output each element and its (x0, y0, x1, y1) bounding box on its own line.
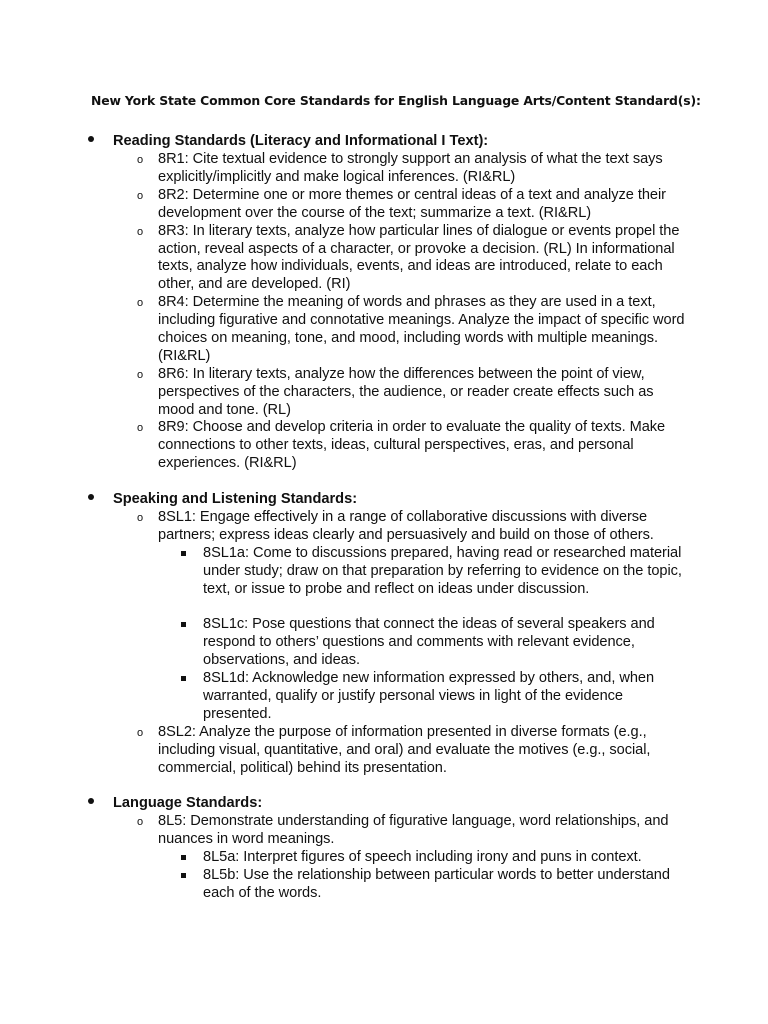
square-bullet-icon (181, 622, 186, 627)
list-item (0, 187, 768, 223)
square-bullet-icon (181, 551, 186, 556)
standard-8sl1d: 8SL1d: Acknowledge new information expressed by others, and, when warranted, qualify or justify personal views in light of the evidence presented. (203, 670, 655, 722)
list-item (0, 509, 768, 545)
standard-8r6: 8R6: In literary texts, analyze how the differences between the point of view, perspectives of the characters, the audience, or reader create effects such as mood and tone. (RL) (158, 365, 654, 418)
language-standards-heading: Language Standards: (113, 795, 263, 811)
standard-8l5: 8L5: Demonstrate understanding of figurative language, word relationships, and nuances in word meanings. (158, 813, 669, 847)
standard-8r4: 8R4: Determine the meaning of words and phrases as they are used in a text, including figurative and connotative meanings. Analyze the impact of specific word choices on meaning, tone, and mood, including words with multiple meanings. (RI&RL) (158, 294, 685, 364)
standard-8r3: 8R3: In literary texts, analyze how particular lines of dialogue or events propel the action, reveal aspects of a character, or provoke a decision. (RL) In informational texts, analyze how individuals, events, and ideas are introduced, relate to each other, and are developed. (RI) (158, 222, 680, 293)
standard-8sl2: 8SL2: Analyze the purpose of information presented in diverse formats (e.g., including visual, quantitative, and oral) and evaluate the motives (e.g., social, commercial, political) behind its presentation. (158, 723, 651, 776)
reading-standards-heading: Reading Standards (Literacy and Informational I Text): (113, 133, 489, 149)
list-item (0, 223, 768, 295)
circle-bullet-icon: o (137, 154, 144, 166)
list-item (0, 545, 768, 617)
bullet-icon (88, 494, 94, 500)
list-item (0, 366, 768, 420)
list-item (0, 867, 768, 903)
reading-standards-section (0, 132, 768, 473)
language-standards-section (0, 794, 768, 902)
list-item (0, 151, 768, 187)
circle-bullet-icon: o (137, 726, 144, 739)
bullet-icon (88, 136, 94, 142)
square-bullet-icon (181, 676, 186, 681)
speaking-listening-heading: Speaking and Listening Standards: (113, 491, 358, 507)
speaking-listening-section (0, 490, 768, 777)
list-item (0, 849, 768, 867)
circle-bullet-icon: o (137, 189, 144, 202)
standard-8sl1: 8SL1: Engage effectively in a range of collaborative discussions with diverse partners; express ideas clearly and persuasively and build on those of others. (158, 509, 654, 543)
section-heading (0, 490, 768, 509)
standard-8sl1c: 8SL1c: Pose questions that connect the ideas of several speakers and respond to others’ questions and comments with relevant evidence, observations, and ideas. (203, 616, 655, 669)
circle-bullet-icon: o (137, 422, 144, 435)
standard-8r1: 8R1: Cite textual evidence to strongly support an analysis of what the text says explicitly/implicitly and make logical inferences. (RI&RL) (158, 151, 663, 185)
list-item (0, 813, 768, 849)
square-bullet-icon (181, 873, 186, 878)
section-heading (0, 132, 768, 151)
list-item (0, 419, 768, 473)
bullet-icon (88, 798, 94, 804)
list-item (0, 670, 768, 724)
list-item (0, 294, 768, 366)
standard-8l5a: 8L5a: Interpret figures of speech including irony and puns in context. (203, 848, 642, 865)
square-bullet-icon (181, 855, 186, 860)
standard-8r9: 8R9: Choose and develop criteria in order to evaluate the quality of texts. Make connections to other texts, ideas, cultural perspectives, eras, and personal experiences. (RI&RL) (158, 419, 666, 472)
document-title: New York State Common Core Standards for English Language Arts/Content Standard(s): (91, 93, 701, 108)
circle-bullet-icon: o (137, 816, 144, 828)
circle-bullet-icon: o (137, 512, 144, 524)
section-heading (0, 794, 768, 813)
list-item (0, 616, 768, 670)
list-item (0, 724, 768, 778)
circle-bullet-icon: o (137, 225, 144, 238)
standard-8sl1a: 8SL1a: Come to discussions prepared, having read or researched material under study; draw on that preparation by referring to evidence on the topic, text, or issue to probe and reflect on ideas under discussion. (203, 544, 682, 597)
circle-bullet-icon: o (137, 297, 144, 310)
circle-bullet-icon: o (137, 368, 144, 381)
standard-8r2: 8R2: Determine one or more themes or central ideas of a text and analyze their development over the course of the text; summarize a text. (RI&RL) (158, 186, 666, 221)
standard-8l5b: 8L5b: Use the relationship between particular words to better understand each of the words. (203, 866, 670, 901)
